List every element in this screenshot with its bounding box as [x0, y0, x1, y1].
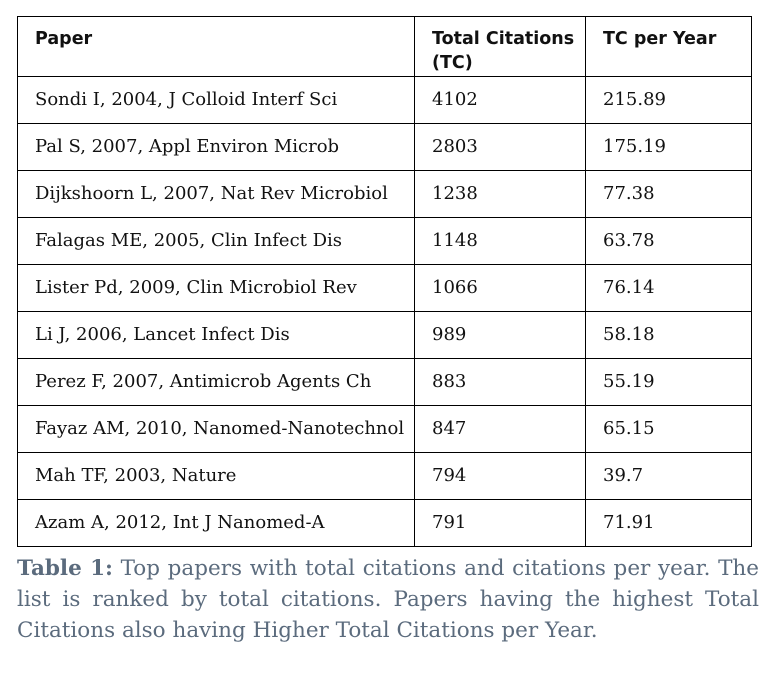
cell-paper: Mah TF, 2003, Nature [18, 453, 415, 500]
cell-paper: Perez F, 2007, Antimicrob Agents Ch [18, 359, 415, 406]
table-row [18, 312, 752, 359]
cell-total-citations: 1238 [415, 171, 586, 218]
table-row [18, 218, 752, 265]
cell-total-citations: 1148 [415, 218, 586, 265]
header-total-citations: Total Citations (TC) [415, 17, 586, 77]
table-row [18, 359, 752, 406]
table-row [18, 500, 752, 547]
cell-tc-per-year: 58.18 [586, 312, 752, 359]
cell-tc-per-year: 215.89 [586, 77, 752, 124]
cell-paper: Sondi I, 2004, J Colloid Interf Sci [18, 77, 415, 124]
cell-total-citations: 1066 [415, 265, 586, 312]
caption-label: Table 1: [17, 556, 113, 581]
cell-tc-per-year: 65.15 [586, 406, 752, 453]
table-header-row [18, 17, 752, 77]
cell-paper: Li J, 2006, Lancet Infect Dis [18, 312, 415, 359]
cell-tc-per-year: 63.78 [586, 218, 752, 265]
table-row [18, 453, 752, 500]
caption-text: Top papers with total citations and citations per year. The list is ranked by total citations. Papers having the highest Total Citations also having Higher Total Citations per Year. [17, 556, 759, 643]
cell-paper: Dijkshoorn L, 2007, Nat Rev Microbiol [18, 171, 415, 218]
header-paper: Paper [18, 17, 415, 77]
cell-tc-per-year: 76.14 [586, 265, 752, 312]
cell-total-citations: 847 [415, 406, 586, 453]
table-row [18, 77, 752, 124]
cell-total-citations: 989 [415, 312, 586, 359]
table-row [18, 171, 752, 218]
cell-tc-per-year: 71.91 [586, 500, 752, 547]
cell-tc-per-year: 175.19 [586, 124, 752, 171]
cell-tc-per-year: 77.38 [586, 171, 752, 218]
table-row [18, 406, 752, 453]
cell-tc-per-year: 55.19 [586, 359, 752, 406]
cell-tc-per-year: 39.7 [586, 453, 752, 500]
cell-total-citations: 883 [415, 359, 586, 406]
cell-paper: Pal S, 2007, Appl Environ Microb [18, 124, 415, 171]
cell-paper: Lister Pd, 2009, Clin Microbiol Rev [18, 265, 415, 312]
header-tc-per-year: TC per Year [586, 17, 752, 77]
table-caption [17, 553, 759, 646]
citations-table [17, 16, 752, 547]
cell-total-citations: 4102 [415, 77, 586, 124]
cell-total-citations: 791 [415, 500, 586, 547]
table-row [18, 265, 752, 312]
cell-paper: Azam A, 2012, Int J Nanomed-A [18, 500, 415, 547]
document [17, 16, 759, 646]
cell-total-citations: 794 [415, 453, 586, 500]
table-row [18, 124, 752, 171]
cell-total-citations: 2803 [415, 124, 586, 171]
cell-paper: Falagas ME, 2005, Clin Infect Dis [18, 218, 415, 265]
cell-paper: Fayaz AM, 2010, Nanomed-Nanotechnol [18, 406, 415, 453]
